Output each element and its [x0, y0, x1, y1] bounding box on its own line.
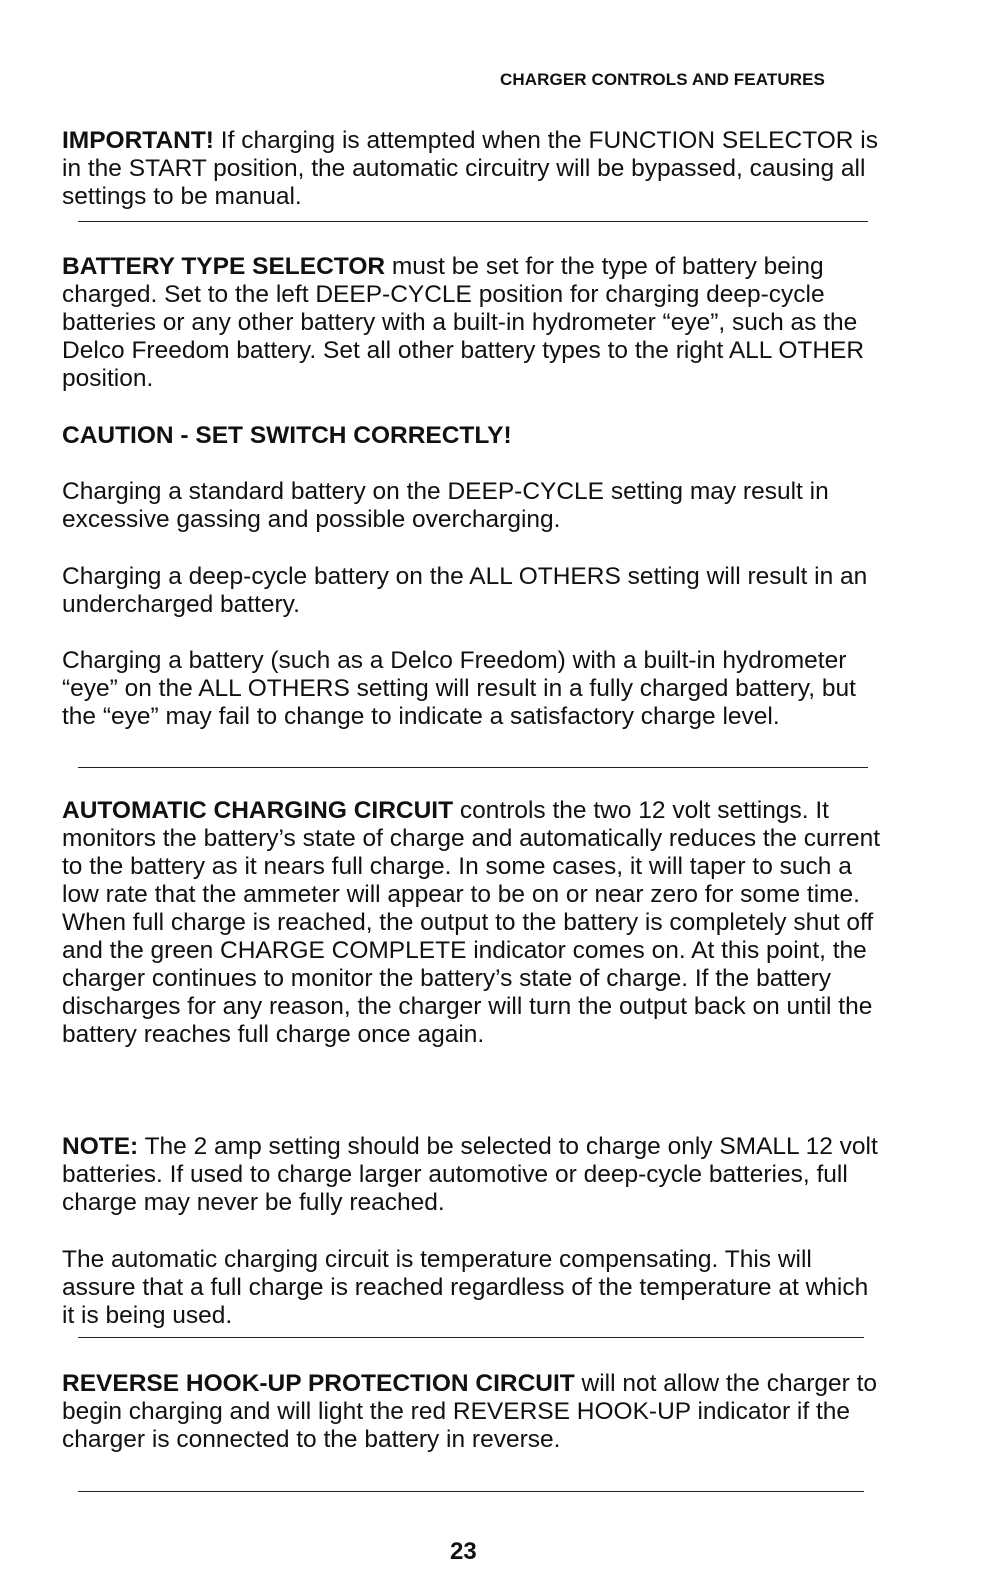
reverse-hookup-paragraph — [62, 1370, 886, 1454]
divider — [78, 1337, 864, 1338]
reverse-hookup-label: REVERSE HOOK-UP PROTECTION CIRCUIT — [62, 1370, 575, 1397]
automatic-circuit-label: AUTOMATIC CHARGING CIRCUIT — [62, 797, 454, 824]
automatic-circuit-paragraph — [62, 797, 886, 1049]
battery-type-label: BATTERY TYPE SELECTOR — [62, 253, 386, 280]
divider — [78, 221, 868, 222]
caution-paragraph-3: Charging a battery (such as a Delco Freedom) with a built-in hydrometer “eye” on the ALL OTHERS setting will result in a fully charged battery, but the “eye” may fail to change to indicate a satisfactory charge level. — [62, 647, 856, 730]
battery-type-text: must be set for the type of battery being charged. Set to the left DEEP-CYCLE position for charging deep-cycle batteries or any other battery with a built-in hydrometer “eye”, such as the Delco Freedom battery. Set all other battery types to the right ALL OTHER position. — [62, 253, 865, 392]
important-text: If charging is attempted when the FUNCTION SELECTOR is in the START position, the automatic circuitry will be bypassed, causing all settings to be manual. — [62, 127, 878, 210]
divider — [78, 1491, 864, 1492]
divider — [78, 767, 868, 768]
page-number: 23 — [450, 1538, 477, 1565]
note-text: The 2 amp setting should be selected to charge only SMALL 12 volt batteries. If used to charge larger automotive or deep-cycle batteries, full charge may never be fully reached. — [62, 1133, 878, 1216]
note-paragraph — [62, 1133, 886, 1217]
caution-paragraph-1: Charging a standard battery on the DEEP-CYCLE setting may result in excessive gassing and possible overcharging. — [62, 478, 829, 533]
section-header: CHARGER CONTROLS AND FEATURES — [500, 70, 825, 89]
automatic-circuit-text: controls the two 12 volt settings. It monitors the battery’s state of charge and automatically reduces the current to the battery as it nears full charge. In some cases, it will taper to such a low rate that the ammeter will appear to be on or near zero for some time. When full charge is reached, the output to the battery is completely shut off and the green CHARGE COMPLETE indicator comes on. At this point, the charger continues to monitor the battery’s state of charge. If the battery discharges for any reason, the charger will turn the output back on until the battery reaches full charge once again. — [62, 797, 881, 1048]
reverse-hookup-text: will not allow the charger to begin charging and will light the red REVERSE HOOK-UP indicator if the charger is connected to the battery in reverse. — [62, 1370, 878, 1453]
important-paragraph — [62, 127, 886, 211]
note-label: NOTE: — [62, 1133, 139, 1160]
battery-type-paragraph — [62, 253, 886, 393]
temperature-paragraph: The automatic charging circuit is temperature compensating. This will assure that a full charge is reached regardless of the temperature at which it is being used. — [62, 1246, 869, 1329]
caution-paragraph-2: Charging a deep-cycle battery on the ALL OTHERS setting will result in an undercharged battery. — [62, 563, 868, 618]
caution-heading: CAUTION - SET SWITCH CORRECTLY! — [62, 422, 512, 449]
important-label: IMPORTANT! — [62, 127, 214, 154]
